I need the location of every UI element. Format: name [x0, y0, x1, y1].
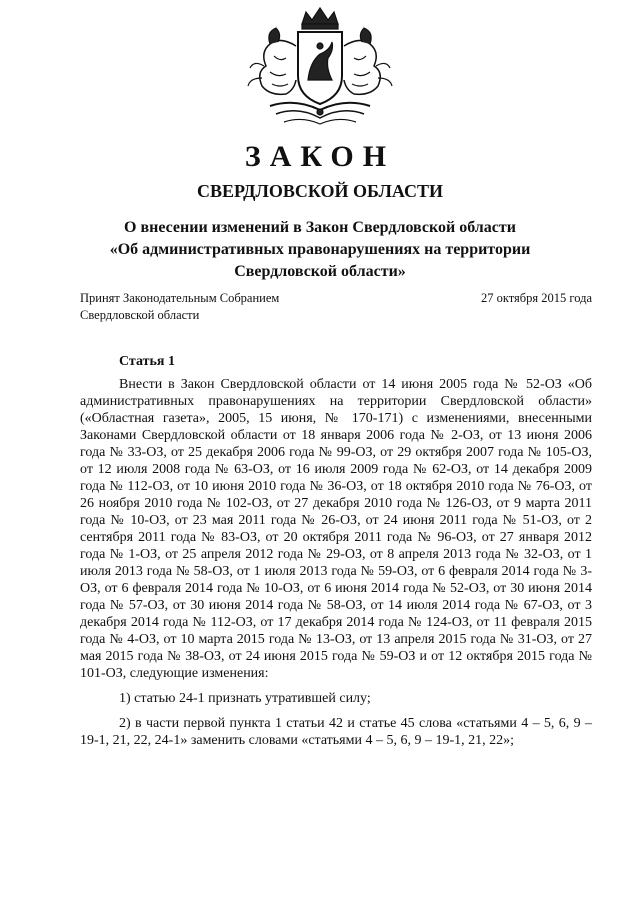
- article-paragraph: Внести в Закон Свердловской области от 14 июня 2005 года № 52-ОЗ «Об административных правонарушениях на территории Свердловской области» («Областная газета», 2005, 15 июня, № 170-171) с изменениями, внесенными Законами Свердловской области от 18 января 2006 года № 2-ОЗ, от 13 июня 2006 года № 33-ОЗ, от 25 декабря 2006 года № 99-ОЗ, от 29 октября 2007 года № 105-ОЗ, от 12 июля 2008 года № 63-ОЗ, от 16 июля 2009 года № 62-ОЗ, от 14 декабря 2009 года № 112-ОЗ, от 10 июня 2010 года № 36-ОЗ, от 18 октября 2010 года № 76-ОЗ, от 26 ноября 2010 года № 102-ОЗ, от 27 декабря 2010 года № 126-ОЗ, от 9 марта 2011 года № 10-ОЗ, от 23 мая 2011 года № 26-ОЗ, от 24 июня 2011 года № 51-ОЗ, от 2 сентября 2011 года № 83-ОЗ, от 20 октября 2011 года № 96-ОЗ, от 27 января 2012 года № 1-ОЗ, от 25 апреля 2012 года № 29-ОЗ, от 8 апреля 2013 года № 32-ОЗ, от 1 июля 2013 года № 58-ОЗ, от 1 июля 2013 года № 59-ОЗ, от 6 февраля 2014 года № 3-ОЗ, от 6 февраля 2014 года № 10-ОЗ, от 6 июня 2014 года № 52-ОЗ, от 30 июня 2014 года № 57-ОЗ, от 30 июня 2014 года № 58-ОЗ, от 14 июля 2014 года № 67-ОЗ, от 3 декабря 2014 года № 112-ОЗ, от 17 декабря 2014 года № 124-ОЗ, от 11 февраля 2015 года № 4-ОЗ, от 10 марта 2015 года № 13-ОЗ, от 13 апреля 2015 года № 31-ОЗ, от 27 мая 2015 года № 38-ОЗ, от 24 июня 2015 года № 59-ОЗ и от 12 октября 2015 года № 101-ОЗ, следующие изменения:: [80, 377, 592, 681]
- article-heading: Статья 1: [119, 354, 175, 369]
- region-title: СВЕРДЛОВСКОЙ ОБЛАСТИ: [197, 181, 443, 201]
- subtitle-line: О внесении изменений в Закон Свердловской области: [124, 219, 516, 236]
- adoption-line: Свердловской области: [80, 308, 200, 322]
- subtitle-line: Свердловской области»: [234, 263, 406, 280]
- coat-of-arms-icon: [240, 6, 400, 130]
- adoption-line: Принят Законодательным Собранием: [80, 291, 280, 305]
- adoption-body: [80, 290, 279, 324]
- adoption-date: 27 октября 2015 года: [480, 291, 592, 305]
- article-paragraph: 2) в части первой пункта 1 статьи 42 и статье 45 слова «статьями 4 – 5, 6, 9 – 19-1, 21, 22, 24-1» заменить словами «статьями 4 – 5, 6, 9 – 19-1, 21, 22»;: [80, 716, 592, 748]
- law-subtitle: [60, 217, 580, 283]
- subtitle-line: «Об административных правонарушениях на территории: [109, 241, 531, 258]
- article-body: [80, 376, 592, 757]
- document-type-title: ЗАКОН: [244, 140, 396, 173]
- article-paragraph: 1) статью 24-1 признать утратившей силу;: [119, 691, 371, 706]
